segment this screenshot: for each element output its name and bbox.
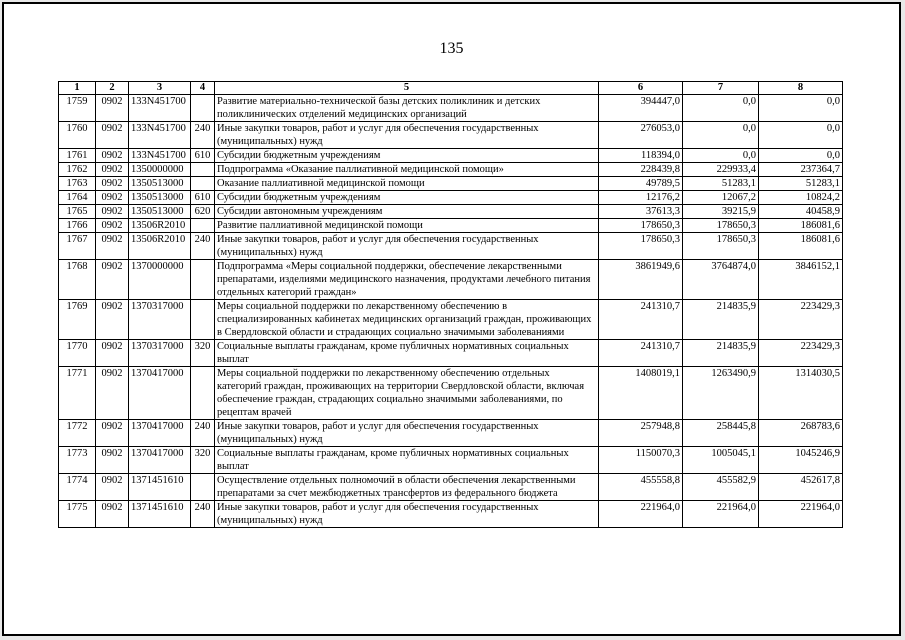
table-row: [59, 474, 843, 501]
section-code-cell: 0902: [96, 233, 129, 260]
expense-type-cell: [191, 367, 215, 420]
table-body: [59, 95, 843, 528]
expense-type-cell: 240: [191, 122, 215, 149]
name-cell: Подпрограмма «Меры социальной поддержки, обеспечение лекарственными препаратами, изделиями медицинского назначения, продуктами лечебного питания отдельных категорий граждан»: [215, 260, 599, 300]
amount-col7-cell: 178650,3: [683, 233, 759, 260]
amount-col6-cell: 241310,7: [599, 300, 683, 340]
section-code-cell: 0902: [96, 205, 129, 219]
section-code-cell: 0902: [96, 420, 129, 447]
amount-col7-cell: 221964,0: [683, 501, 759, 528]
target-article-cell: 1370417000: [129, 420, 191, 447]
amount-col8-cell: 221964,0: [759, 501, 843, 528]
section-code-cell: 0902: [96, 447, 129, 474]
amount-col6-cell: 118394,0: [599, 149, 683, 163]
amount-col6-cell: 455558,8: [599, 474, 683, 501]
expense-type-cell: 610: [191, 191, 215, 205]
target-article-cell: 1350000000: [129, 163, 191, 177]
expense-type-cell: 620: [191, 205, 215, 219]
row-number-cell: 1768: [59, 260, 96, 300]
target-article-cell: 1350513000: [129, 177, 191, 191]
target-article-cell: 1350513000: [129, 191, 191, 205]
amount-col6-cell: 228439,8: [599, 163, 683, 177]
expense-type-cell: [191, 474, 215, 501]
table-row: [59, 300, 843, 340]
amount-col6-cell: 276053,0: [599, 122, 683, 149]
document-page: [2, 2, 901, 636]
section-code-cell: 0902: [96, 367, 129, 420]
table-row: [59, 177, 843, 191]
section-code-cell: 0902: [96, 300, 129, 340]
target-article-cell: 1350513000: [129, 205, 191, 219]
column-header: 4: [191, 82, 215, 95]
target-article-cell: 1370417000: [129, 367, 191, 420]
table-row: [59, 95, 843, 122]
row-number-cell: 1765: [59, 205, 96, 219]
amount-col8-cell: 186081,6: [759, 233, 843, 260]
table-row: [59, 367, 843, 420]
amount-col6-cell: 1150070,3: [599, 447, 683, 474]
table-row: [59, 122, 843, 149]
amount-col7-cell: 214835,9: [683, 340, 759, 367]
row-number-cell: 1762: [59, 163, 96, 177]
expense-type-cell: 320: [191, 447, 215, 474]
column-header: 7: [683, 82, 759, 95]
amount-col6-cell: 241310,7: [599, 340, 683, 367]
name-cell: Осуществление отдельных полномочий в области обеспечения лекарственными препаратами за счет межбюджетных трансфертов из федерального бюджета: [215, 474, 599, 501]
amount-col8-cell: 223429,3: [759, 300, 843, 340]
amount-col6-cell: 49789,5: [599, 177, 683, 191]
name-cell: Подпрограмма «Оказание паллиативной медицинской помощи»: [215, 163, 599, 177]
target-article-cell: 1370417000: [129, 447, 191, 474]
budget-table: [58, 81, 843, 528]
amount-col7-cell: 178650,3: [683, 219, 759, 233]
table-header-row: [59, 82, 843, 95]
row-number-cell: 1770: [59, 340, 96, 367]
name-cell: Субсидии автономным учреждениям: [215, 205, 599, 219]
amount-col6-cell: 12176,2: [599, 191, 683, 205]
name-cell: Социальные выплаты гражданам, кроме публичных нормативных социальных выплат: [215, 340, 599, 367]
amount-col8-cell: 51283,1: [759, 177, 843, 191]
name-cell: Субсидии бюджетным учреждениям: [215, 191, 599, 205]
table-row: [59, 149, 843, 163]
amount-col8-cell: 452617,8: [759, 474, 843, 501]
name-cell: Иные закупки товаров, работ и услуг для обеспечения государственных (муниципальных) нужд: [215, 233, 599, 260]
column-header: 3: [129, 82, 191, 95]
expense-type-cell: [191, 163, 215, 177]
amount-col6-cell: 257948,8: [599, 420, 683, 447]
row-number-cell: 1772: [59, 420, 96, 447]
name-cell: Социальные выплаты гражданам, кроме публичных нормативных социальных выплат: [215, 447, 599, 474]
amount-col8-cell: 223429,3: [759, 340, 843, 367]
amount-col7-cell: 0,0: [683, 122, 759, 149]
section-code-cell: 0902: [96, 474, 129, 501]
target-article-cell: 13506R2010: [129, 219, 191, 233]
target-article-cell: 1370000000: [129, 260, 191, 300]
row-number-cell: 1773: [59, 447, 96, 474]
amount-col8-cell: 268783,6: [759, 420, 843, 447]
table-row: [59, 191, 843, 205]
target-article-cell: 133N451700: [129, 122, 191, 149]
target-article-cell: 1370317000: [129, 300, 191, 340]
amount-col6-cell: 178650,3: [599, 233, 683, 260]
expense-type-cell: [191, 95, 215, 122]
expense-type-cell: [191, 177, 215, 191]
row-number-cell: 1766: [59, 219, 96, 233]
amount-col8-cell: 0,0: [759, 149, 843, 163]
row-number-cell: 1771: [59, 367, 96, 420]
section-code-cell: 0902: [96, 149, 129, 163]
amount-col7-cell: 3764874,0: [683, 260, 759, 300]
amount-col7-cell: 258445,8: [683, 420, 759, 447]
table-row: [59, 260, 843, 300]
amount-col6-cell: 3861949,6: [599, 260, 683, 300]
amount-col7-cell: 1005045,1: [683, 447, 759, 474]
name-cell: Меры социальной поддержки по лекарственному обеспечению отдельных категорий граждан, проживающих на территории Свердловской области, включая обеспечение граждан, страдающих социально значимыми заболеваниями, по рецептам врачей: [215, 367, 599, 420]
column-header: 2: [96, 82, 129, 95]
section-code-cell: 0902: [96, 95, 129, 122]
amount-col6-cell: 394447,0: [599, 95, 683, 122]
amount-col6-cell: 178650,3: [599, 219, 683, 233]
target-article-cell: 1371451610: [129, 474, 191, 501]
amount-col8-cell: 186081,6: [759, 219, 843, 233]
row-number-cell: 1775: [59, 501, 96, 528]
row-number-cell: 1760: [59, 122, 96, 149]
name-cell: Иные закупки товаров, работ и услуг для обеспечения государственных (муниципальных) нужд: [215, 420, 599, 447]
row-number-cell: 1764: [59, 191, 96, 205]
row-number-cell: 1767: [59, 233, 96, 260]
name-cell: Иные закупки товаров, работ и услуг для обеспечения государственных (муниципальных) нужд: [215, 501, 599, 528]
expense-type-cell: [191, 260, 215, 300]
name-cell: Развитие паллиативной медицинской помощи: [215, 219, 599, 233]
expense-type-cell: 240: [191, 501, 215, 528]
amount-col7-cell: 39215,9: [683, 205, 759, 219]
amount-col8-cell: 40458,9: [759, 205, 843, 219]
table-row: [59, 447, 843, 474]
section-code-cell: 0902: [96, 177, 129, 191]
name-cell: Меры социальной поддержки по лекарственному обеспечению в специализированных кабинетах медицинских организаций граждан, проживающих в Свердловской области и страдающих социально значимыми заболеваниями: [215, 300, 599, 340]
row-number-cell: 1763: [59, 177, 96, 191]
column-header: 6: [599, 82, 683, 95]
amount-col8-cell: 0,0: [759, 95, 843, 122]
table-row: [59, 219, 843, 233]
table-row: [59, 163, 843, 177]
target-article-cell: 13506R2010: [129, 233, 191, 260]
name-cell: Оказание паллиативной медицинской помощи: [215, 177, 599, 191]
name-cell: Иные закупки товаров, работ и услуг для обеспечения государственных (муниципальных) нужд: [215, 122, 599, 149]
section-code-cell: 0902: [96, 122, 129, 149]
amount-col6-cell: 37613,3: [599, 205, 683, 219]
table-row: [59, 205, 843, 219]
amount-col7-cell: 0,0: [683, 149, 759, 163]
amount-col8-cell: 10824,2: [759, 191, 843, 205]
section-code-cell: 0902: [96, 163, 129, 177]
expense-type-cell: 320: [191, 340, 215, 367]
expense-type-cell: 240: [191, 233, 215, 260]
table-row: [59, 501, 843, 528]
section-code-cell: 0902: [96, 191, 129, 205]
name-cell: Развитие материально-технической базы детских поликлиник и детских поликлинических отделений медицинских организаций: [215, 95, 599, 122]
table-row: [59, 420, 843, 447]
column-header: 1: [59, 82, 96, 95]
amount-col8-cell: 237364,7: [759, 163, 843, 177]
column-header: 5: [215, 82, 599, 95]
amount-col7-cell: 229933,4: [683, 163, 759, 177]
target-article-cell: 133N451700: [129, 149, 191, 163]
row-number-cell: 1774: [59, 474, 96, 501]
amount-col6-cell: 1408019,1: [599, 367, 683, 420]
target-article-cell: 1371451610: [129, 501, 191, 528]
name-cell: Субсидии бюджетным учреждениям: [215, 149, 599, 163]
table-row: [59, 233, 843, 260]
section-code-cell: 0902: [96, 501, 129, 528]
amount-col7-cell: 0,0: [683, 95, 759, 122]
table-row: [59, 340, 843, 367]
column-header: 8: [759, 82, 843, 95]
amount-col8-cell: 1045246,9: [759, 447, 843, 474]
amount-col8-cell: 1314030,5: [759, 367, 843, 420]
row-number-cell: 1761: [59, 149, 96, 163]
target-article-cell: 1370317000: [129, 340, 191, 367]
amount-col7-cell: 214835,9: [683, 300, 759, 340]
page-number: 135: [439, 40, 464, 57]
amount-col6-cell: 221964,0: [599, 501, 683, 528]
amount-col7-cell: 1263490,9: [683, 367, 759, 420]
expense-type-cell: 610: [191, 149, 215, 163]
amount-col8-cell: 0,0: [759, 122, 843, 149]
expense-type-cell: [191, 300, 215, 340]
section-code-cell: 0902: [96, 219, 129, 233]
amount-col7-cell: 455582,9: [683, 474, 759, 501]
amount-col7-cell: 51283,1: [683, 177, 759, 191]
amount-col8-cell: 3846152,1: [759, 260, 843, 300]
row-number-cell: 1769: [59, 300, 96, 340]
expense-type-cell: [191, 219, 215, 233]
amount-col7-cell: 12067,2: [683, 191, 759, 205]
section-code-cell: 0902: [96, 340, 129, 367]
section-code-cell: 0902: [96, 260, 129, 300]
target-article-cell: 133N451700: [129, 95, 191, 122]
row-number-cell: 1759: [59, 95, 96, 122]
expense-type-cell: 240: [191, 420, 215, 447]
